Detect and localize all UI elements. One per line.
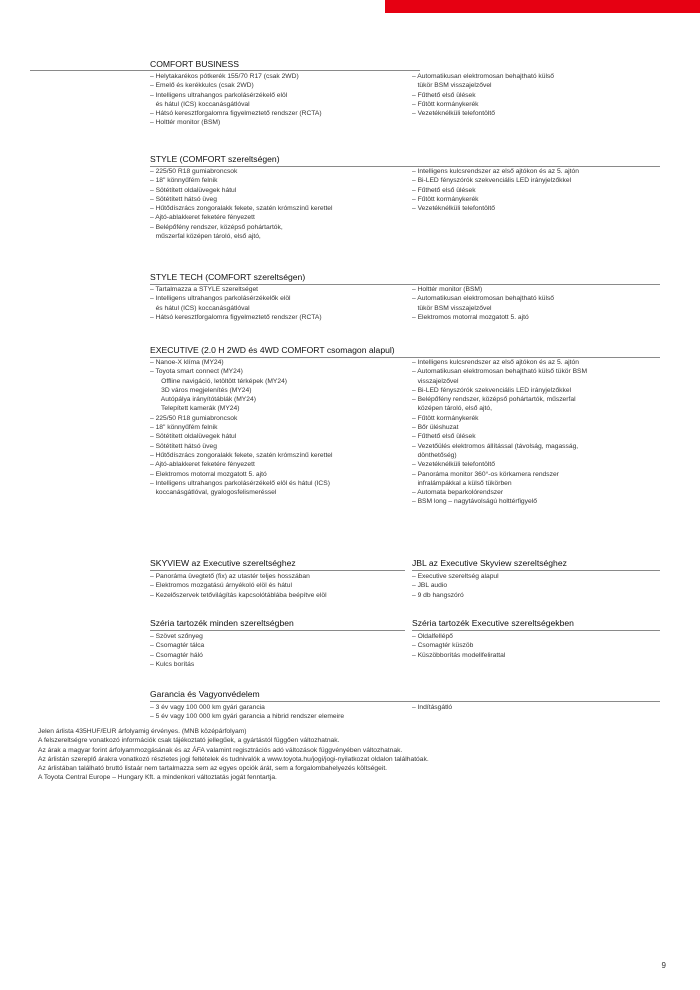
divider xyxy=(30,70,420,71)
list-item: – Helytakarékos pótkerék 155/70 R17 (csak 2WD) xyxy=(150,73,299,80)
list-item: – Oldalfellépő xyxy=(412,633,453,640)
section-title: JBL az Executive Skyview szereltséghez xyxy=(412,558,567,568)
disclaimer-notes xyxy=(38,727,429,783)
list-item: – Intelligens kulcsrendszer az első ajtókon és az 5. ajtón xyxy=(412,168,579,175)
list-item: – Bi-LED fényszórók szekvenciális LED irányjelzőkkel xyxy=(412,177,572,185)
list-item: – Hátsó keresztforgalomra figyelmeztető rendszer (RCTA) xyxy=(150,313,322,321)
note-line: Az árlistán szereplő árakra vonatkozó részletes jogi feltételek és tudnivalók a www.toyota.hu/jogi/jogi-nyilatkozat oldalon találhatóak. xyxy=(38,755,429,763)
list-item: – Automatikusan elektromosan behajtható külső xyxy=(412,73,555,80)
list-item: – Hűtődíszrács zongoralakk fekete, szatén krómszínű kerettel xyxy=(150,205,333,213)
list-item: – Kezelőszervek tetővilágítás kapcsolótáblába beépítve elöl xyxy=(150,591,327,599)
list-item: középen tároló, első ajtó, xyxy=(412,405,492,413)
section-title: Garancia és Vagyonvédelem xyxy=(150,689,260,699)
list-item: – Szövet szőnyeg xyxy=(150,633,203,640)
section-title: SKYVIEW az Executive szereltséghez xyxy=(150,558,296,568)
list-item: – Sötétített hátsó üveg xyxy=(150,442,217,450)
right-column xyxy=(412,167,660,241)
list-item: – 18" könnyűfém felnik xyxy=(150,424,218,432)
list-item: műszerfal középen tároló, első ajtó, xyxy=(150,233,261,241)
list-item: – 225/50 R18 gumiabroncsok xyxy=(150,414,238,422)
left-column xyxy=(150,358,412,507)
divider xyxy=(412,570,660,571)
list-item: – Csomagtér tálca xyxy=(150,642,205,650)
note-line: Az árlistában található bruttó listaár nem tartalmazza sem az egyes opciók árát, sem a forgalombahelyezés költségeit. xyxy=(38,765,388,773)
list-item: – Csomagtér küszöb xyxy=(412,642,474,650)
list-item: – Vezetéknélküli telefontöltő xyxy=(412,205,495,213)
list-item: – Vezetőülés elektromos állítással (távolság, magasság, xyxy=(412,442,579,450)
list-item: – Elektromos motorral mozgatott 5. ajtó xyxy=(412,313,529,321)
list-item: Offline navigáció, letöltött térképek (MY24) xyxy=(150,377,288,385)
list-item: – Panoráma üvegtető (fix) az utastér teljes hosszában xyxy=(150,573,310,580)
list-item: – Automatikusan elektromosan behajtható külső tükör BSM xyxy=(412,368,588,376)
list-item: – Hűtődíszrács zongoralakk fekete, szatén krómszínű kerettel xyxy=(150,451,333,459)
list-item: – 18" könnyűfém felnik xyxy=(150,177,218,185)
list-item: és hátul (ICS) koccanásgátlóval xyxy=(150,100,250,108)
section-title: STYLE (COMFORT szereltségen) xyxy=(150,154,280,164)
list-item: – 3 év vagy 100 000 km gyári garancia xyxy=(150,704,265,711)
list-item: Autópálya irányítótáblák (MY24) xyxy=(150,396,256,404)
left-column xyxy=(150,167,412,241)
list-item: tükör BSM visszajelzővel xyxy=(412,82,492,90)
header-accent-bar xyxy=(385,0,700,13)
list-item: – Belépőfény rendszer, középső pohártartók, műszerfal xyxy=(412,396,576,404)
list-item: – Küszöbborítás modellfelirattal xyxy=(412,651,506,659)
left-column xyxy=(150,72,412,128)
divider xyxy=(150,701,660,702)
list-item: – 9 db hangszóró xyxy=(412,591,464,599)
skyview-block xyxy=(150,558,405,600)
list-item: – Panoráma monitor 360°-os körkamera rendszer xyxy=(412,470,559,478)
left-column xyxy=(150,285,412,322)
page-number: 9 xyxy=(661,961,666,970)
section-style-tech xyxy=(150,272,660,322)
list-item: infralámpákkal a külső tükörben xyxy=(412,479,512,487)
list-item: – Elektromos mozgatású árnyékoló elöl és hátul xyxy=(150,582,292,590)
list-item: 3D város megjelenítés (MY24) xyxy=(150,386,252,394)
divider xyxy=(150,570,405,571)
note-line: A felszereltségre vonatkozó információk csak tájékoztató jellegűek, a gyártástól függően változhatnak. xyxy=(38,737,340,745)
list-item: – Automata beparkolórendszer xyxy=(412,489,504,497)
list-item: – Fűtött kormánykerék xyxy=(412,414,479,422)
divider xyxy=(150,630,405,631)
list-item: – Sötétített oldalüvegek hátul xyxy=(150,186,237,194)
section-title: EXECUTIVE (2.0 H 2WD és 4WD COMFORT csomagon alapul) xyxy=(150,345,395,355)
list-item: – Fűthető első ülések xyxy=(412,186,476,194)
divider xyxy=(150,284,660,285)
list-item: – Automatikusan elektromosan behajtható külső xyxy=(412,295,555,303)
section-title: Széria tartozék Executive szereltségekben xyxy=(412,618,574,628)
list-item: – Kulcs borítás xyxy=(150,660,195,668)
note-line: Az árak a magyar forint árfolyammozgásának és az ÁFA valamint regisztrációs adó változások függvényében változhatnak. xyxy=(38,746,403,754)
list-item: – Sötétített hátsó üveg xyxy=(150,195,217,203)
list-item: – Ajtó-ablakkeret feketére fényezett xyxy=(150,214,255,222)
list-item: – 225/50 R18 gumiabroncsok xyxy=(150,168,238,175)
list-item: – Fűtött kormánykerék xyxy=(412,195,479,203)
list-item: – Holttér monitor (BSM) xyxy=(150,119,221,127)
list-item: – Emelő és kerékkulcs (csak 2WD) xyxy=(150,82,254,90)
section-style xyxy=(150,154,660,241)
list-item: – Nanoe-X klíma (MY24) xyxy=(150,359,224,366)
list-item: – Hátsó keresztforgalomra figyelmeztető rendszer (RCTA) xyxy=(150,110,322,118)
section-title: Széria tartozék minden szereltségben xyxy=(150,618,294,628)
list-item: – Elektromos motorral mozgatott 5. ajtó xyxy=(150,470,267,478)
list-item: – Intelligens ultrahangos parkolásérzékelők elöl xyxy=(150,295,291,303)
list-item: – Toyota smart connect (MY24) xyxy=(150,368,243,376)
note-line: Jelen árlista 435HUF/EUR árfolyamig érvényes. (MNB középárfolyam) xyxy=(38,728,247,735)
jbl-block xyxy=(412,558,660,600)
divider xyxy=(412,630,660,631)
list-item: dönthetőség) xyxy=(412,451,457,459)
right-column xyxy=(412,358,660,507)
list-item: – Fűthető első ülések xyxy=(412,433,476,441)
list-item: – Sötétített oldalüvegek hátul xyxy=(150,433,237,441)
list-item: – Holttér monitor (BSM) xyxy=(412,286,483,293)
list-item: – Intelligens ultrahangos parkolásérzékelő elöl xyxy=(150,91,288,99)
note-line: A Toyota Central Europe – Hungary Kft. a mindenkori változtatás jogát fenntartja. xyxy=(38,774,277,782)
list-item: – Belépőfény rendszer, középső pohártartók, xyxy=(150,223,283,231)
section-title: STYLE TECH (COMFORT szereltségen) xyxy=(150,272,306,282)
section-executive xyxy=(150,345,660,507)
list-item: – Bőr üléshuzat xyxy=(412,424,459,432)
standard-all-block xyxy=(150,618,405,669)
list-item: – Bi-LED fényszórók szekvenciális LED irányjelzőkkel xyxy=(412,386,572,394)
list-item: és hátul (ICS) koccanásgátlóval xyxy=(150,304,250,312)
list-item: – Executive szereltség alapul xyxy=(412,573,499,580)
list-item: – Vezetéknélküli telefontöltő xyxy=(412,110,495,118)
right-column xyxy=(412,72,660,128)
list-item: tükör BSM visszajelzővel xyxy=(412,304,492,312)
list-item: – Intelligens kulcsrendszer az első ajtókon és az 5. ajtón xyxy=(412,359,579,366)
divider xyxy=(150,166,660,167)
list-item: – Vezetéknélküli telefontöltő xyxy=(412,461,495,469)
section-warranty xyxy=(150,689,660,722)
list-item: – Tartalmazza a STYLE szereltséget xyxy=(150,286,259,293)
list-item: – Csomagtér háló xyxy=(150,651,203,659)
list-item: – JBL audio xyxy=(412,582,448,590)
list-item: – Fűtött kormánykerék xyxy=(412,100,479,108)
list-item: – 5 év vagy 100 000 km gyári garancia a hibrid rendszer elemeire xyxy=(150,713,345,721)
left-column xyxy=(150,703,412,722)
section-title: COMFORT BUSINESS xyxy=(150,59,239,69)
standard-exec-block xyxy=(412,618,660,660)
list-item: – Ajtó-ablakkeret feketére fényezett xyxy=(150,461,255,469)
list-item: – BSM long – nagytávolságú holttérfigyelő xyxy=(412,498,537,506)
list-item: visszajelzővel xyxy=(412,377,459,385)
list-item: – Intelligens ultrahangos parkolásérzékelő elöl és hátul (ICS) xyxy=(150,479,330,487)
list-item: – Indításgátló xyxy=(412,704,453,711)
list-item: koccanásgátlóval, gyalogosfelismeréssel xyxy=(150,489,277,497)
divider xyxy=(150,357,660,358)
right-column xyxy=(412,285,660,322)
right-column xyxy=(412,703,660,722)
list-item: – Fűthető első ülések xyxy=(412,91,476,99)
list-item: Telepített kamerák (MY24) xyxy=(150,405,240,413)
